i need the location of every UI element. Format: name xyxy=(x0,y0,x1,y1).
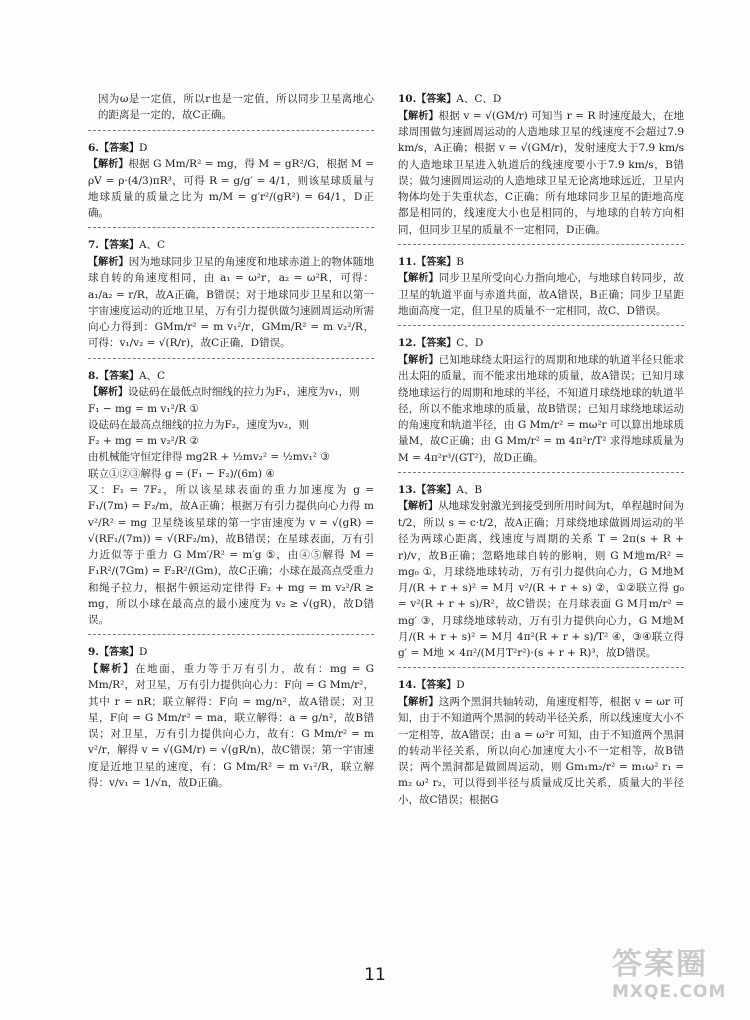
answer-block xyxy=(398,88,684,245)
answer-line xyxy=(398,91,684,108)
answer-block xyxy=(398,674,684,814)
analysis-line: 在地面，重力等于万有引力，故有：mg = G Mm/R²，对卫星，万有引力提供向心力：F向 = G Mm/r²，其中 r = nR；联立解得：F向 = mg/n²，故A错误；对卫星，F向 = G Mm/r² = ma，联立解得：a = g/n²，故B错误；对卫星，万有引力提供向心力，故有：G Mm/r² = m v²/r，解得 v = √(GM/r) = √(gR/n)，故C错误；第一宇宙速度是近地卫星的速度，有：G Mm/R² = m v₁²/R，联立解得：v/v₁ = 1/√n，故D正确。 xyxy=(88,662,374,789)
analysis-text xyxy=(88,449,374,465)
analysis-line: 已知地球绕太阳运行的周期和地球的轨道半径只能求出太阳的质量，而不能求出地球的质量，故A错误；已知月球绕地球运行的周期和地球的半径，不知道月球绕地球的轨道半径，所以不能求地球的质量，故B错误；已知月球绕地球运动的角速度和轨道半径，由 G Mm/r² = mω²r 可以算出地球质量M，故C正确；由 G Mm/r² = m 4π²r/T² 求得地球质量为 M = 4π²r³/(GT²)，故D正确。 xyxy=(398,353,685,464)
question-number: 9. xyxy=(88,646,99,659)
analysis-line: F₁ − mg = m v₁²/R ① xyxy=(88,402,199,415)
answer-value: A、C xyxy=(138,369,166,382)
analysis-line: 根据 v = √(GM/r) 可知当 r = R 时速度最大，在地球周围做匀速圆周运动的人造地球卫星的线速度不会超过7.9 km/s，A正确；根据 v = √(GM/r)，发射速度大于7.9 km/s的人造地球卫星进入轨道后的线速度要小于7.9 km/s，B错误；做匀速圆周运动的人造地球卫星无论离地球远近，卫星内物体均处于失重状态，C正确；所有地球同步卫星的距地高度都是相同的，线速度大小也是相同的，与地球的自转方向相同，但同步卫星的质量不一定相同，D正确。 xyxy=(398,109,685,236)
watermark-logo xyxy=(612,948,732,1008)
answer-block xyxy=(88,137,374,229)
answer-label: 【答案】 xyxy=(416,338,457,350)
answer-line xyxy=(398,677,684,694)
answer-label: 【答案】 xyxy=(416,256,457,268)
analysis-line: 由机械能守恒定律得 mg2R + ½mv₂² = ½mv₁² ③ xyxy=(88,451,330,464)
answer-label: 【答案】 xyxy=(416,484,457,496)
answer-line xyxy=(88,644,374,661)
analysis-text xyxy=(88,482,374,628)
analysis-text xyxy=(88,466,374,482)
question-number: 14. xyxy=(398,679,417,692)
analysis-text xyxy=(88,384,374,401)
answer-value: D xyxy=(456,679,465,692)
question-number: 7. xyxy=(88,239,99,252)
analysis-text xyxy=(88,254,374,352)
analysis-text xyxy=(88,417,374,433)
answer-label: 【答案】 xyxy=(98,240,139,252)
analysis-label: 【解析】 xyxy=(88,663,135,675)
answer-block xyxy=(398,251,684,327)
analysis-line: F₂ + mg = m v₂²/R ② xyxy=(88,435,199,448)
answer-block xyxy=(88,365,374,636)
answer-block xyxy=(88,641,374,797)
answer-label: 【答案】 xyxy=(98,647,139,659)
watermark-text: 答案圈 xyxy=(612,947,708,982)
analysis-text xyxy=(398,108,684,238)
answer-block xyxy=(88,234,374,358)
analysis-text xyxy=(398,498,684,661)
analysis-text xyxy=(88,433,374,449)
analysis-label: 【解析】 xyxy=(88,256,129,268)
answer-value: A、C、D xyxy=(456,93,502,105)
question-number: 8. xyxy=(88,369,99,382)
question-number: 12. xyxy=(398,337,417,350)
analysis-line: 设砝码在最高点细线的拉力为F₂，速度为v₂，则 xyxy=(88,418,310,431)
answer-line xyxy=(88,368,374,385)
answer-label: 【答案】 xyxy=(98,142,139,154)
question-number: 13. xyxy=(398,483,417,496)
watermark-url: MXQE.COM xyxy=(612,982,727,1002)
analysis-text xyxy=(88,661,374,791)
analysis-label: 【解析】 xyxy=(398,501,439,513)
answer-line xyxy=(398,335,684,352)
answer-value: D xyxy=(138,646,148,659)
answer-value: B xyxy=(456,255,464,268)
left-column xyxy=(88,88,374,803)
analysis-label: 【解析】 xyxy=(88,159,129,171)
analysis-line: 联立①②③解得 g = (F₁ − F₂)/(6m) ④ xyxy=(88,467,275,480)
answer-label: 【答案】 xyxy=(416,680,457,692)
answer-block xyxy=(398,332,684,473)
answer-value: C、D xyxy=(456,337,484,350)
analysis-line: 设砝码在最低点时细线的拉力为F₁，速度为v₁，则 xyxy=(128,386,360,399)
analysis-label: 【解析】 xyxy=(398,354,439,366)
answer-value: D xyxy=(138,141,148,154)
analysis-text xyxy=(88,401,374,417)
analysis-line: 因为地球同步卫星的角速度和地球赤道上的物体随地球自转的角速度相同，由 a₁ = ω²r，a₂ = ω²R，可得：a₁/a₂ = r/R，故A正确，B错误；对于地球同步卫星和以第一宇宙速度运动的近地卫星，万有引力提供做匀速圆周运动所需向心力得到：GMm/r² = m v₁²/r，GMm/R² = m v₂²/R，可得：v₁/v₂ = √(R/r)，故C正确，D错误。 xyxy=(88,255,375,350)
answer-line xyxy=(88,140,374,157)
answer-value: A、C xyxy=(138,239,166,252)
analysis-text xyxy=(398,270,684,319)
analysis-line: 这两个黑洞共轴转动，角速度相等，根据 v = ωr 可知，由于不知道两个黑洞的转动半径关系，所以线速度大小不一定相等，故A错误；由 a = ω²r 可知，由于不知道两个黑洞的转动半径关系，所以向心加速度大小不一定相等，故B错误；两个黑洞都是做圆周运动，则 Gm₁m₂/r² = m₁ω² r₁ = m₂ ω² r₂，可以得到半径与质量成反比关系，质量大的半径小，故C错误；根据G xyxy=(398,695,684,806)
answer-label: 【答案】 xyxy=(416,94,457,105)
analysis-label: 【解析】 xyxy=(398,110,439,122)
answer-block xyxy=(88,88,374,131)
question-number: 11. xyxy=(398,255,417,268)
question-number: 10. xyxy=(398,93,417,105)
answer-line xyxy=(398,254,684,271)
analysis-text xyxy=(398,694,684,808)
answer-line xyxy=(398,482,684,499)
answer-value: A、B xyxy=(456,483,483,496)
question-number: 6. xyxy=(88,141,99,154)
answer-block xyxy=(398,479,684,668)
right-column xyxy=(398,88,684,820)
answer-label: 【答案】 xyxy=(98,370,139,382)
analysis-line: 又：F₁ = 7F₂，所以该星球表面的重力加速度为 g = F₁/(7m) = F₂/m，故A正确；根据万有引力提供向心力得 m v²/R² = mg 卫星绕该星球的第一宇宙速度为 v = √(gR) = √(RF₁/(7m)) = √(RF₂/m)，故B错误；在星球表面，万有引力近似等于重力 G Mm′/R² = m′g ⑤，由④⑤解得 M = F₁R²/(7Gm) = F₂R²/(Gm)，故C正确；小球在最高点受重力和绳子拉力，根据牛顿运动定律得 F₂ + mg = m v₂²/R ≥ mg，所以小球在最高点的最小速度为 v₂ ≥ √(gR)，故D错误。 xyxy=(88,483,374,627)
analysis-line: 同步卫星所受向心力指向地心，与地球自转同步，故卫星的轨道平面与赤道共面，故A错误，B正确；同步卫星距地面高度一定，但卫星的质量不一定相同，故C、D错误。 xyxy=(398,272,685,318)
analysis-line: 从地球发射激光到接受到所用时间为t，单程越时间为t/2，所以 s = c·t/2，故A正确；月球绕地球做圆周运动的半径为两球心距离，线速度与周期的关系 T = 2π(s + R + r)/v，故B正确；忽略地球自转的影响，则 G M地m/R² = mg₀ ①，月球绕地球转动，万有引力提供向心力，G M地M月/(R + r + s)² = M月 v²/(R + r + s) ②，①②联立得 g₀ = v²(R + r + s)/R²，故C错误；在月球表面 G M月m/r² = mg′ ③，月球绕地球转动，万有引力提供向心力，G M地M月/(R + r + s)² = M月 4π²(R + r + s)/T² ④，③④联立得 g′ = M地 × 4π²/(M月T²r²)·(s + r + R)³，故D错误。 xyxy=(398,500,685,660)
analysis-label: 【解析】 xyxy=(88,387,128,399)
analysis-text xyxy=(88,91,374,124)
analysis-label: 【解析】 xyxy=(398,696,439,708)
analysis-text xyxy=(88,156,374,221)
analysis-line: 根据 G Mm/R² = mg，得 M = gR²/G，根据 M = ρV = ρ·(4/3)πR³，可得 R = g/g′ = 4/1，则该星球质量与地球质量的质量之比为 m/M = g′r²/(gR²) = 64/1，D正确。 xyxy=(88,158,375,220)
analysis-label: 【解析】 xyxy=(398,273,439,285)
analysis-line: 因为ω是一定值，所以r也是一定值，所以同步卫星离地心的距离是一定的，故C正确。 xyxy=(98,93,374,122)
answer-line xyxy=(88,237,374,254)
page-number: 11 xyxy=(364,965,386,985)
analysis-text xyxy=(398,352,684,466)
